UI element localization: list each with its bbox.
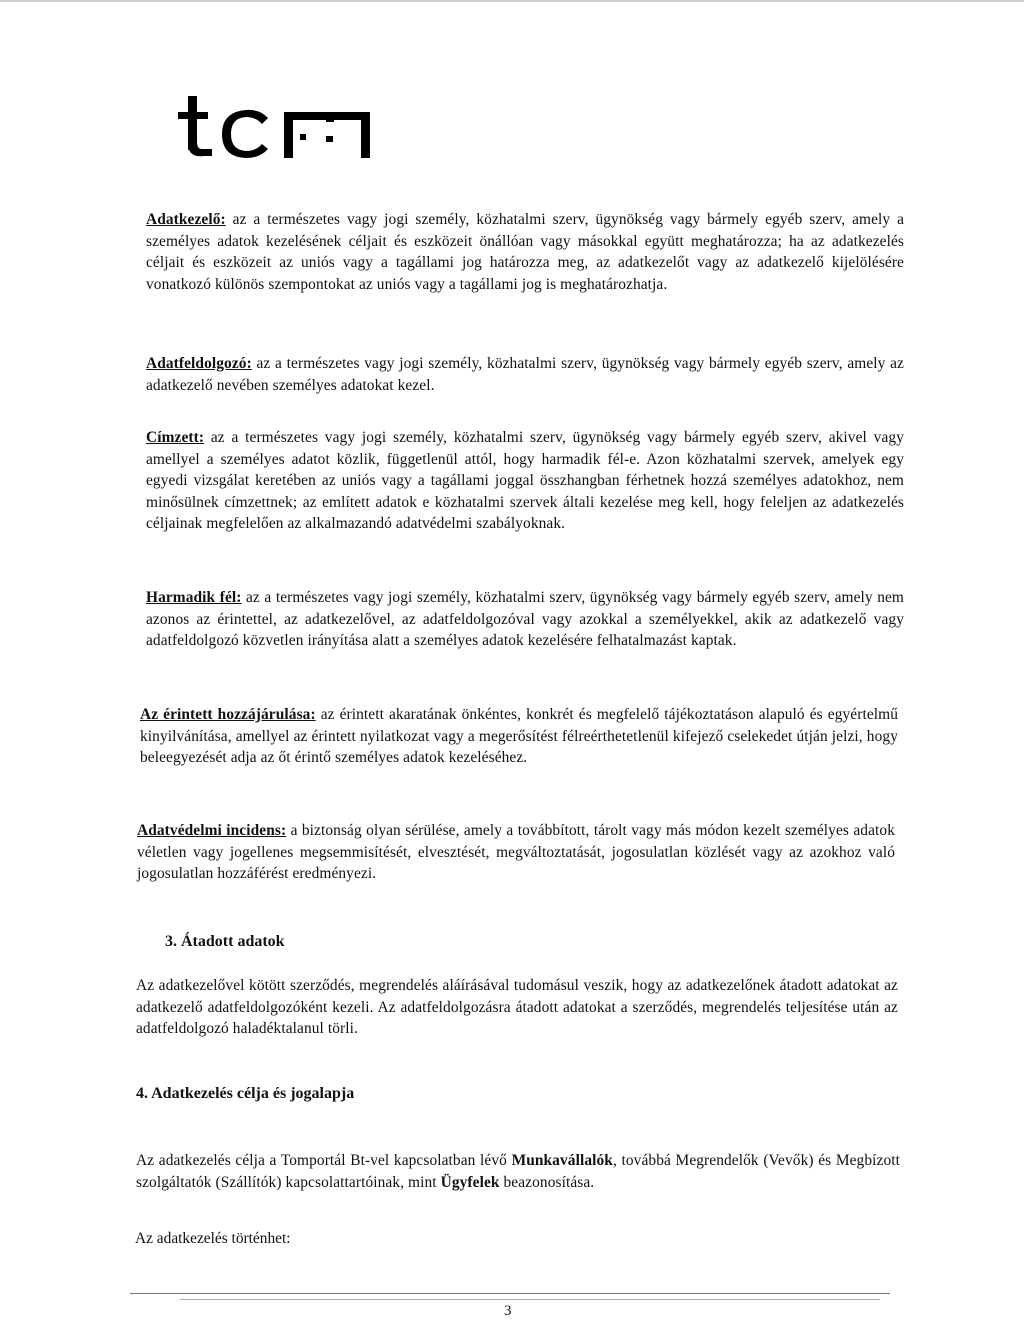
definition-hozzajarulas: [140, 704, 898, 769]
section-4-heading: [136, 1085, 354, 1103]
section-3-text: Az adatkezelővel kötött szerződés, megrendelés aláírásával tudomásul veszik, hogy az adatkezelőnek átadott adatokat az adatkezelő adatfeldolgozóként kezeli. Az adatfeldolgozásra átadott adatokat a szerződés, megrendelés teljesítése után az adatfeldolgozó haladéktalanul törli.: [136, 977, 898, 1038]
definition-term: Az érintett hozzájárulása:: [140, 706, 316, 723]
definition-cimzett: [146, 427, 904, 535]
definition-term: Harmadik fél:: [146, 589, 242, 606]
tcm-logo-icon: [178, 96, 408, 160]
section-title: Adatkezelés célja és jogalapja: [151, 1085, 355, 1102]
definition-term: Címzett:: [146, 429, 205, 446]
definition-term: Adatkezelő:: [146, 211, 226, 228]
definition-term: Adatvédelmi incidens:: [137, 822, 287, 839]
bold-term-ugyfelek: Ügyfelek: [440, 1173, 500, 1191]
definition-text: az érintett akaratának önkéntes, konkrét és megfelelő tájékoztatáson alapuló és egyértelmű kinyilvánítása, amellyel az érintett nyilatkozat vagy a megerősítést félreérthetetlenül kifejező cselekedet útján jelzi, hogy beleegyezését adja az őt érintő személyes adatok kezeléséhez.: [140, 706, 898, 767]
definition-text: az a természetes vagy jogi személy, közhatalmi szerv, ügynökség vagy bármely egyéb szerv, amely az adatkezelő nevében személyes adatokat kezel.: [146, 355, 904, 394]
definition-text: az a természetes vagy jogi személy, közhatalmi szerv, ügynökség vagy bármely egyéb szerv, amely nem azonos az érintettel, az adatkezelővel, az adatfeldolgozóval vagy azokkal a személyekkel, akik az adatkezelő vagy adatfeldolgozó közvetlen irányítása alatt a személyes adatok kezelésére felhatalmazást kaptak.: [146, 589, 904, 650]
definition-text: az a természetes vagy jogi személy, közhatalmi szerv, ügynökség vagy bármely egyéb szerv, amely a személyes adatok kezelésének céljait és eszközeit önállóan vagy másokkal együtt meghatározza; ha az adatkezelés céljait és eszközeit az uniós vagy a tagállami jog határozza meg, az adatkezelőt vagy az adatkezelő kijelölésére vonatkozó különös szempontokat az uniós vagy a tagállami jog is meghatározhatja.: [146, 211, 904, 293]
section-number: 3.: [165, 933, 177, 950]
definition-adatvedelmi-incidens: [137, 820, 895, 885]
definition-adatfeldolgozo: [146, 353, 904, 396]
footer-rule-secondary: [180, 1299, 880, 1300]
definition-text: az a természetes vagy jogi személy, közhatalmi szerv, ügynökség vagy bármely egyéb szerv, akivel vagy amellyel a személyes adatot közlik, függetlenül attól, hogy harmadik fél-e. Azon közhatalmi szervek, amelyek egy egyedi vizsgálat keretében az uniós vagy a tagállami joggal összhangban férhetnek hozzá személyes adatokhoz, nem minősülnek címzettnek; az említett adatok e közhatalmi szervek általi kezelése meg kell, hogy feleljen az adatkezelés céljainak megfelelően az alkalmazandó adatvédelmi szabályoknak.: [146, 429, 904, 533]
definition-text: a biztonság olyan sérülése, amely a továbbított, tárolt vagy más módon kezelt személyes adatok véletlen vagy jogellenes megsemmisítését, elvesztését, megváltoztatását, jogosulatlan közlését vagy az azokhoz való jogosulatlan hozzáférést eredményezi.: [137, 822, 895, 883]
definition-harmadik-fel: [146, 587, 904, 652]
section-4-text-part: , továbbá Megrendelők (Vevők) és Megbízott szolgáltatók (Szállítók) kapcsolattartóinak, mint: [136, 1152, 900, 1191]
definition-adatkezelo: [146, 209, 904, 295]
section-4-followup: Az adatkezelés történhet:: [135, 1230, 291, 1247]
footer-rule: [130, 1293, 890, 1294]
section-number: 4.: [136, 1085, 148, 1102]
section-4-text-part: beazonosítása.: [499, 1173, 595, 1191]
section-3-heading: [165, 933, 285, 951]
section-title: Átadott adatok: [181, 933, 285, 950]
page-number: 3: [504, 1303, 512, 1319]
bold-term-munkavallalok: Munkavállalók: [511, 1152, 613, 1169]
definition-term: Adatfeldolgozó:: [146, 355, 252, 372]
company-logo: [178, 96, 408, 160]
top-border-line: [0, 0, 1024, 2]
section-4-text: [136, 1150, 900, 1193]
section-4-text-part: Az adatkezelés célja a Tomportál Bt-vel kapcsolatban lévő: [136, 1152, 512, 1169]
